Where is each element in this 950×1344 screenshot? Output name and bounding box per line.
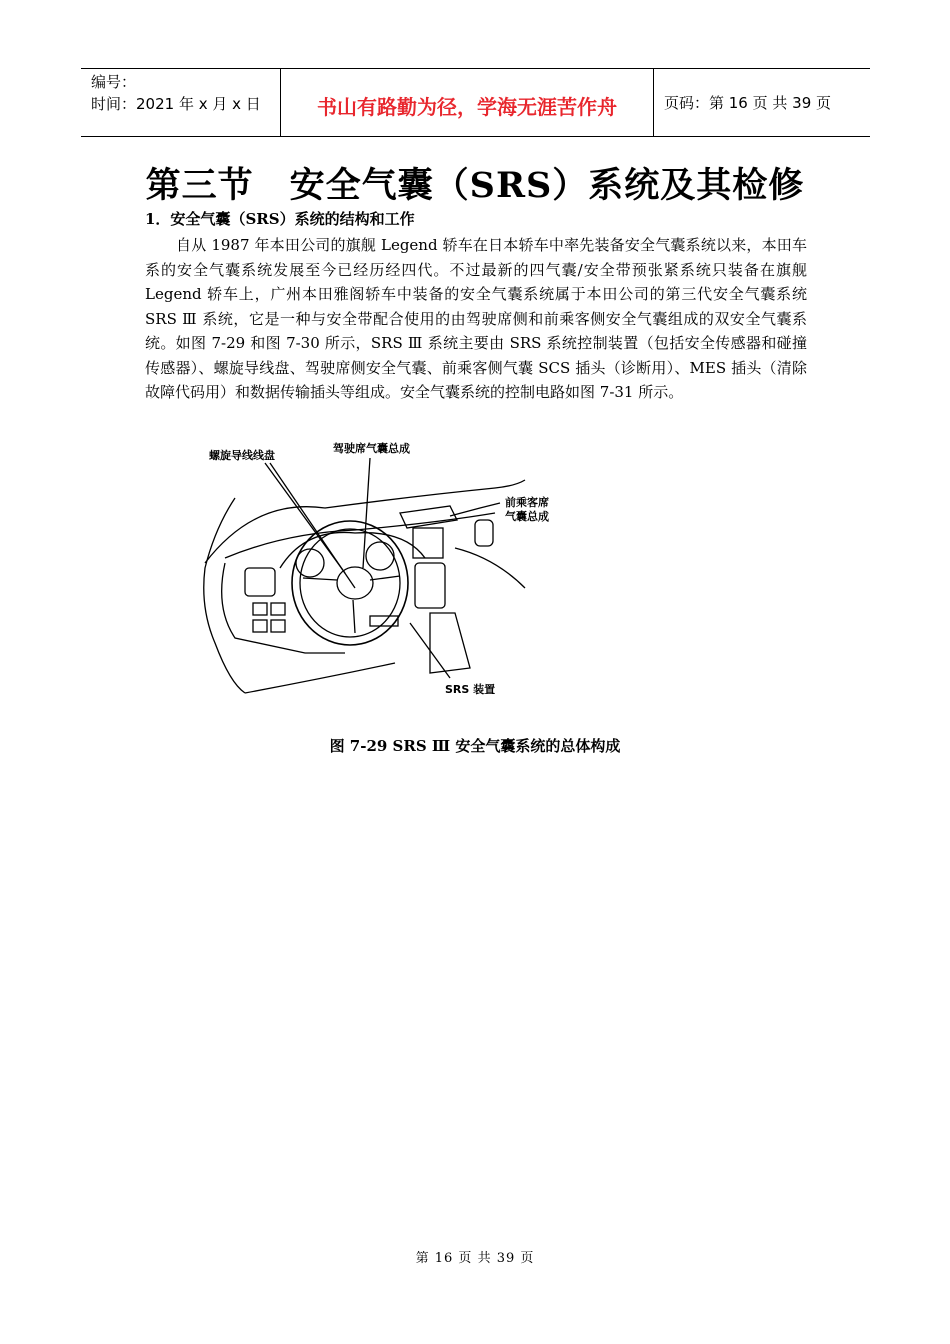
section-title: 第三节 安全气囊（SRS）系统及其检修 (145, 165, 805, 206)
steering-hub (337, 567, 373, 599)
left-vent (245, 568, 275, 596)
header-page-info: 页码：第 16 页 共 39 页 (664, 94, 832, 112)
pointer-spiral-2 (270, 463, 355, 588)
date-label: 时间：2021 年 x 月 x 日 (91, 95, 261, 113)
gauge-right (366, 542, 394, 570)
cluster-hood (280, 532, 425, 568)
floor-line (245, 663, 395, 693)
switch-2 (271, 603, 285, 615)
code-label: 编号： (91, 73, 137, 91)
page-footer: 第 16 页 共 39 页 (415, 1251, 535, 1266)
label-srs: SRS 装置 (445, 683, 496, 696)
page-header (81, 68, 870, 137)
right-panel (455, 548, 525, 588)
label-passenger-2: 气囊总成 (505, 510, 549, 523)
label-driver: 驾驶席气囊总成 (333, 442, 410, 455)
subheading: 1．安全气囊（SRS）系统的结构和工作 (145, 210, 415, 228)
label-passenger-1: 前乘客席 (505, 496, 549, 509)
dashboard-figure (195, 438, 595, 703)
passenger-airbag-box (413, 528, 443, 558)
header-motto: 书山有路勤为径，学海无涯苦作舟 (281, 69, 654, 136)
gear-console (430, 613, 470, 673)
a-pillar (204, 498, 245, 693)
right-vent (475, 520, 493, 546)
steering-wheel-inner (300, 529, 400, 637)
figure-caption: 图 7-29 SRS Ⅲ 安全气囊系统的总体构成 (329, 737, 621, 755)
label-spiral: 螺旋导线线盘 (209, 449, 275, 462)
switch-4 (271, 620, 285, 632)
switch-1 (253, 603, 267, 615)
switch-3 (253, 620, 267, 632)
body-paragraph: 自从 1987 年本田公司的旗舰 Legend 轿车在日本轿车中率先装备安全气囊系统以来，本田车系的安全气囊系统发展至今已经历经四代。不过最新的四气囊/安全带预张紧系统只装备在旗舰 Legend 轿车上，广州本田雅阁轿车中装备的安全气囊系统属于本田公司的第三代安全气囊系统 SRS Ⅲ 系统，它是一种与安全带配合使用的由驾驶席侧和前乘客侧安全气囊组成的双安全气囊系统。如图 7-29 和图 7-30 所示，SRS Ⅲ 系统主要由 SRS 系统控制装置（包括安全传感器和碰撞传感器）、螺旋导线盘、驾驶席侧安全气囊、前乘客侧气囊 SCS 插头（诊断用）、MES 插头（清除故障代码用）和数据传输插头等组成。安全气囊系统的控制电路如图 7-31 所示。 (145, 236, 807, 401)
center-stack (415, 563, 445, 608)
header-info (81, 69, 281, 136)
